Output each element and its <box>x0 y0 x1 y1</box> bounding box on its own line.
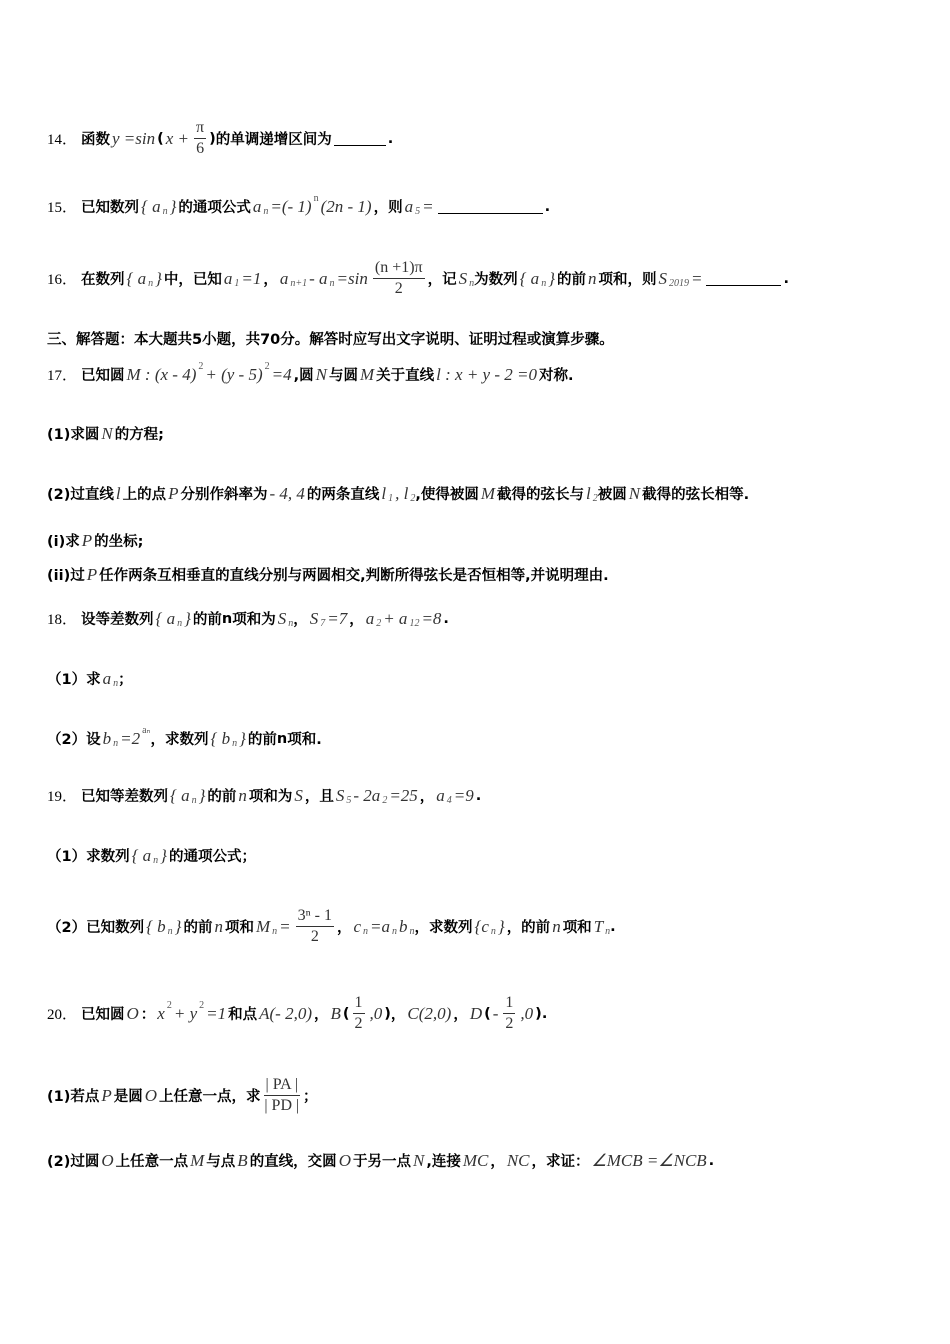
text: . <box>610 918 616 935</box>
math: O <box>144 1085 158 1105</box>
text: 分别作斜率为 <box>180 487 268 503</box>
text: 于另一点 <box>352 1154 411 1170</box>
math: b <box>399 916 408 936</box>
text: 的通项公式； <box>168 849 256 865</box>
superscript: 2 <box>264 361 270 372</box>
text: （2）已知数列 <box>47 920 145 936</box>
math: N <box>101 423 113 443</box>
superscript: aₙ <box>142 725 151 736</box>
math: + a <box>383 608 408 628</box>
math: a <box>252 196 262 216</box>
math: =1 <box>241 268 262 288</box>
text: n <box>276 730 288 747</box>
text: （1）求 <box>47 672 101 688</box>
question-number: 18． <box>47 612 78 628</box>
subscript: n <box>167 926 173 937</box>
text: 已知圆 <box>81 368 125 384</box>
subscript: n <box>392 926 398 937</box>
question-line <box>47 193 551 217</box>
math: c <box>353 916 362 936</box>
math: a <box>436 785 445 805</box>
math: B <box>237 1150 248 1170</box>
text: 上的点 <box>122 487 167 503</box>
numerator: 1 <box>353 993 365 1014</box>
text: 的直线，交圆 <box>249 1154 337 1170</box>
bracket: ( <box>342 1005 350 1022</box>
bracket: ) <box>384 1005 391 1022</box>
subscript: n <box>191 795 197 806</box>
math: b <box>102 728 112 748</box>
math: n <box>238 785 247 805</box>
text: ； <box>303 1089 318 1105</box>
text: n <box>221 610 233 627</box>
text: 在数列 <box>81 272 125 288</box>
text: . <box>387 130 394 147</box>
answer-blank <box>706 271 781 286</box>
text: 项和，则 <box>598 272 657 288</box>
math: { a <box>141 196 161 216</box>
text: 已知等差数列 <box>81 789 169 805</box>
text: 设等差数列 <box>81 612 154 628</box>
math: a <box>279 268 289 288</box>
numerator: 3ⁿ - 1 <box>296 906 334 927</box>
subscript: n <box>541 278 547 289</box>
question-line <box>47 993 547 1034</box>
math: = <box>691 268 703 288</box>
question-line <box>47 845 256 866</box>
text: 关于直线 <box>376 368 435 384</box>
text: . <box>443 610 449 627</box>
math: } <box>497 916 505 936</box>
math: P <box>168 483 179 503</box>
text: ，求证： <box>531 1154 590 1170</box>
text: ， <box>337 920 352 936</box>
math: { a <box>126 268 147 288</box>
text: 的前 <box>207 789 237 805</box>
subscript: n <box>148 278 154 289</box>
math: l <box>586 483 591 503</box>
denominator: | PD | <box>264 1097 300 1114</box>
subscript: 2 <box>592 493 598 504</box>
math: y =sin <box>112 128 156 148</box>
math: ,0 <box>520 1003 534 1023</box>
math: =7 <box>327 608 348 628</box>
denominator: 2 <box>310 928 319 945</box>
math: ,0 <box>369 1003 383 1023</box>
fraction <box>194 118 206 159</box>
text: ，的前 <box>506 920 551 936</box>
superscript: 2 <box>199 1000 205 1011</box>
math: O <box>338 1150 351 1170</box>
math: S <box>277 608 287 628</box>
math: =9 <box>453 785 474 805</box>
question-line <box>47 608 449 629</box>
text: 上任意一点，求 <box>159 1089 261 1105</box>
math: S <box>335 785 345 805</box>
text: 和点 <box>228 1007 258 1023</box>
text: 上任意一点 <box>115 1154 189 1170</box>
math: { a <box>131 845 152 865</box>
math: M <box>480 483 496 503</box>
text: . <box>783 270 789 287</box>
subscript: 2 <box>382 795 388 806</box>
math: } <box>198 785 206 805</box>
math: { a <box>155 608 176 628</box>
superscript: 2 <box>166 1000 172 1011</box>
text: (2)过直线 <box>47 487 114 503</box>
text: 为数列 <box>474 272 518 288</box>
text: ，且 <box>304 789 334 805</box>
text: 项和为 <box>232 612 276 628</box>
text: 被圆 <box>597 487 627 503</box>
math: } <box>169 196 177 216</box>
math: n <box>588 268 597 288</box>
math: a <box>223 268 233 288</box>
subscript: n <box>363 926 369 937</box>
math: { b <box>146 916 166 936</box>
text: ，记 <box>427 272 457 288</box>
text: . <box>475 787 482 804</box>
math: M <box>190 1150 205 1170</box>
denominator: 2 <box>394 280 403 297</box>
subscript: n <box>490 926 496 937</box>
subscript: n <box>153 855 159 866</box>
math: { a <box>170 785 190 805</box>
text: ，求数列 <box>150 732 209 748</box>
question-line <box>47 725 322 749</box>
math: N <box>315 364 327 384</box>
question-line <box>47 530 143 551</box>
superscript: 2 <box>198 361 204 372</box>
math: M : (x - 4) <box>126 364 197 384</box>
text: 对称. <box>539 368 574 384</box>
math: =4 <box>271 364 292 384</box>
text: 中，已知 <box>163 272 222 288</box>
math: S <box>294 785 303 805</box>
subscript: 2019 <box>669 278 689 289</box>
numerator: 1 <box>503 993 515 1014</box>
text: 与圆 <box>328 368 358 384</box>
math: O <box>126 1003 139 1023</box>
text: 的前 <box>192 612 222 628</box>
math: = <box>422 196 434 216</box>
math: S <box>309 608 319 628</box>
question-line <box>47 668 133 689</box>
text: . <box>708 1152 715 1169</box>
question-number: 17． <box>47 368 78 384</box>
subscript: n <box>263 206 269 217</box>
text: 是圆 <box>113 1089 143 1105</box>
question-line <box>47 1075 318 1116</box>
question-number: 16． <box>47 272 78 288</box>
question-number: 14． <box>47 132 78 148</box>
bracket: ) <box>209 130 216 147</box>
math: , l <box>395 483 409 503</box>
math: n <box>552 916 561 936</box>
math: =(- 1) <box>270 196 312 216</box>
math: } <box>548 268 555 288</box>
question-line <box>47 785 481 806</box>
math: n <box>214 916 223 936</box>
math: ∠MCB =∠NCB <box>591 1150 707 1170</box>
question-line <box>47 423 164 444</box>
math: } <box>155 268 162 288</box>
fraction <box>264 1075 301 1116</box>
math: } <box>174 916 182 936</box>
text: ： <box>140 1007 156 1023</box>
question-line <box>47 483 749 504</box>
text: 三、解答题：本大题共5小题，共70分。解答时应写出文字说明、证明过程或演算步骤。 <box>47 332 614 348</box>
answer-blank <box>438 199 543 214</box>
text: 的方程; <box>114 427 164 443</box>
math: - 2a <box>353 785 381 805</box>
math: T <box>593 916 604 936</box>
math: P <box>86 564 98 584</box>
math: B <box>330 1003 341 1023</box>
numerator: π <box>194 118 206 139</box>
text: ，求数列 <box>414 920 473 936</box>
denominator: 2 <box>505 1015 514 1032</box>
math: { a <box>519 268 540 288</box>
math: S <box>658 268 667 288</box>
text: （1）求数列 <box>47 849 130 865</box>
math: =sin <box>336 268 368 288</box>
text: 的坐标; <box>94 534 144 550</box>
subscript: 2 <box>410 493 416 504</box>
math: S <box>458 268 468 288</box>
text: ， <box>453 1007 468 1023</box>
question-number: 20． <box>47 1007 78 1023</box>
question-line <box>47 564 609 585</box>
text: 已知数列 <box>81 200 140 216</box>
text: 项和 <box>224 920 254 936</box>
subscript: 5 <box>346 795 352 806</box>
math: a <box>404 196 414 216</box>
math: l <box>381 483 387 503</box>
math: - a <box>309 268 328 288</box>
math: } <box>184 608 191 628</box>
text: (i)求 <box>47 534 80 550</box>
numerator: (n +1)π <box>373 258 425 279</box>
text: 与点 <box>206 1154 236 1170</box>
denominator: 2 <box>354 1015 363 1032</box>
text: ； <box>118 672 133 688</box>
text: 的前 <box>557 272 586 288</box>
text: (2)过圆 <box>47 1154 100 1170</box>
subscript: n <box>288 618 294 629</box>
text: . <box>541 1005 548 1022</box>
text: ,圆 <box>293 368 314 384</box>
fraction <box>503 993 515 1034</box>
text: 项和. <box>287 732 322 748</box>
subscript: n <box>605 926 611 937</box>
subscript: n <box>113 738 119 749</box>
math: (2n - 1) <box>320 196 372 216</box>
text: ， <box>349 612 364 628</box>
text: ,使得被圆 <box>415 487 479 503</box>
text: (ii)过 <box>47 568 85 584</box>
subscript: n <box>272 926 278 937</box>
subscript: n+1 <box>290 278 308 289</box>
math: =2 <box>120 728 141 748</box>
math: x + <box>165 128 190 148</box>
math: a <box>102 668 112 688</box>
bracket: ( <box>157 130 164 147</box>
math: =25 <box>389 785 418 805</box>
question-line <box>47 906 616 947</box>
subscript: 7 <box>320 618 326 629</box>
text: 的前 <box>183 920 213 936</box>
math: N <box>628 483 641 503</box>
math: } <box>239 728 246 748</box>
text: 的两条直线 <box>306 487 380 503</box>
math: =1 <box>206 1003 227 1023</box>
math: } <box>160 845 167 865</box>
text: 函数 <box>81 132 111 148</box>
text: 的前 <box>247 732 277 748</box>
text: ， <box>390 1007 406 1023</box>
math: M <box>359 364 375 384</box>
question-line <box>47 258 789 299</box>
math: MC <box>462 1150 489 1170</box>
math: M <box>255 916 271 936</box>
numerator: | PA | <box>264 1075 301 1096</box>
math: P <box>81 530 93 550</box>
question-line <box>47 328 614 349</box>
subscript: 5 <box>415 206 421 217</box>
math: {c <box>474 916 489 936</box>
bracket: ( <box>484 1005 491 1022</box>
fraction <box>296 906 334 947</box>
math: A(- 2,0) <box>259 1003 312 1023</box>
question-number: 19． <box>47 789 78 805</box>
superscript: n <box>313 193 319 204</box>
bracket: ) <box>535 1005 542 1022</box>
fraction <box>373 258 425 299</box>
text: 截得的弦长相等. <box>642 487 750 503</box>
subscript: 2 <box>376 618 382 629</box>
text: . <box>544 198 551 215</box>
math: - 4, 4 <box>269 483 305 503</box>
math: =8 <box>421 608 442 628</box>
subscript: n <box>329 278 335 289</box>
subscript: n <box>232 738 238 749</box>
subscript: 1 <box>388 493 394 504</box>
text: ， <box>419 789 435 805</box>
math: P <box>101 1085 112 1105</box>
math: =a <box>370 916 391 936</box>
text: ， <box>293 612 308 628</box>
math: l : x + y - 2 =0 <box>436 364 537 384</box>
text: 已知圆 <box>81 1007 125 1023</box>
math: l <box>115 483 121 503</box>
question-number: 15． <box>47 200 78 216</box>
text: 的单调递增区间为 <box>215 132 332 148</box>
math: O <box>101 1150 114 1170</box>
subscript: 12 <box>409 618 420 629</box>
subscript: n <box>177 618 183 629</box>
text: ,连接 <box>426 1154 461 1170</box>
subscript: 4 <box>446 795 452 806</box>
math: a <box>365 608 375 628</box>
answer-blank <box>334 131 386 146</box>
math: - <box>492 1003 499 1023</box>
text: 的通项公式 <box>178 200 251 216</box>
subscript: n <box>113 678 119 689</box>
math: + y <box>173 1003 198 1023</box>
text: ， <box>313 1007 329 1023</box>
fraction <box>353 993 365 1034</box>
question-line <box>47 361 574 385</box>
text: (1)求圆 <box>47 427 100 443</box>
math: = <box>279 916 291 936</box>
math: C(2,0) <box>407 1003 452 1023</box>
subscript: n <box>409 926 415 937</box>
math: D <box>469 1003 483 1023</box>
subscript: n <box>469 278 475 289</box>
text: （2）设 <box>47 732 101 748</box>
question-line <box>47 118 393 159</box>
subscript: n <box>162 206 168 217</box>
subscript: 1 <box>234 278 240 289</box>
text: ， <box>490 1154 505 1170</box>
text: ，则 <box>373 200 403 216</box>
text: (1)若点 <box>47 1089 100 1105</box>
question-line <box>47 1150 714 1171</box>
text: 项和为 <box>248 789 293 805</box>
text: 截得的弦长与 <box>497 487 585 503</box>
text: ， <box>263 272 278 288</box>
math: N <box>412 1150 425 1170</box>
math: NC <box>506 1150 530 1170</box>
text: 项和 <box>562 920 592 936</box>
math: { b <box>210 728 231 748</box>
math: + (y - 5) <box>205 364 263 384</box>
denominator: 6 <box>196 140 205 157</box>
text: 任作两条互相垂直的直线分别与两圆相交,判断所得弦长是否恒相等,并说明理由. <box>99 568 609 584</box>
math: x <box>157 1003 165 1023</box>
